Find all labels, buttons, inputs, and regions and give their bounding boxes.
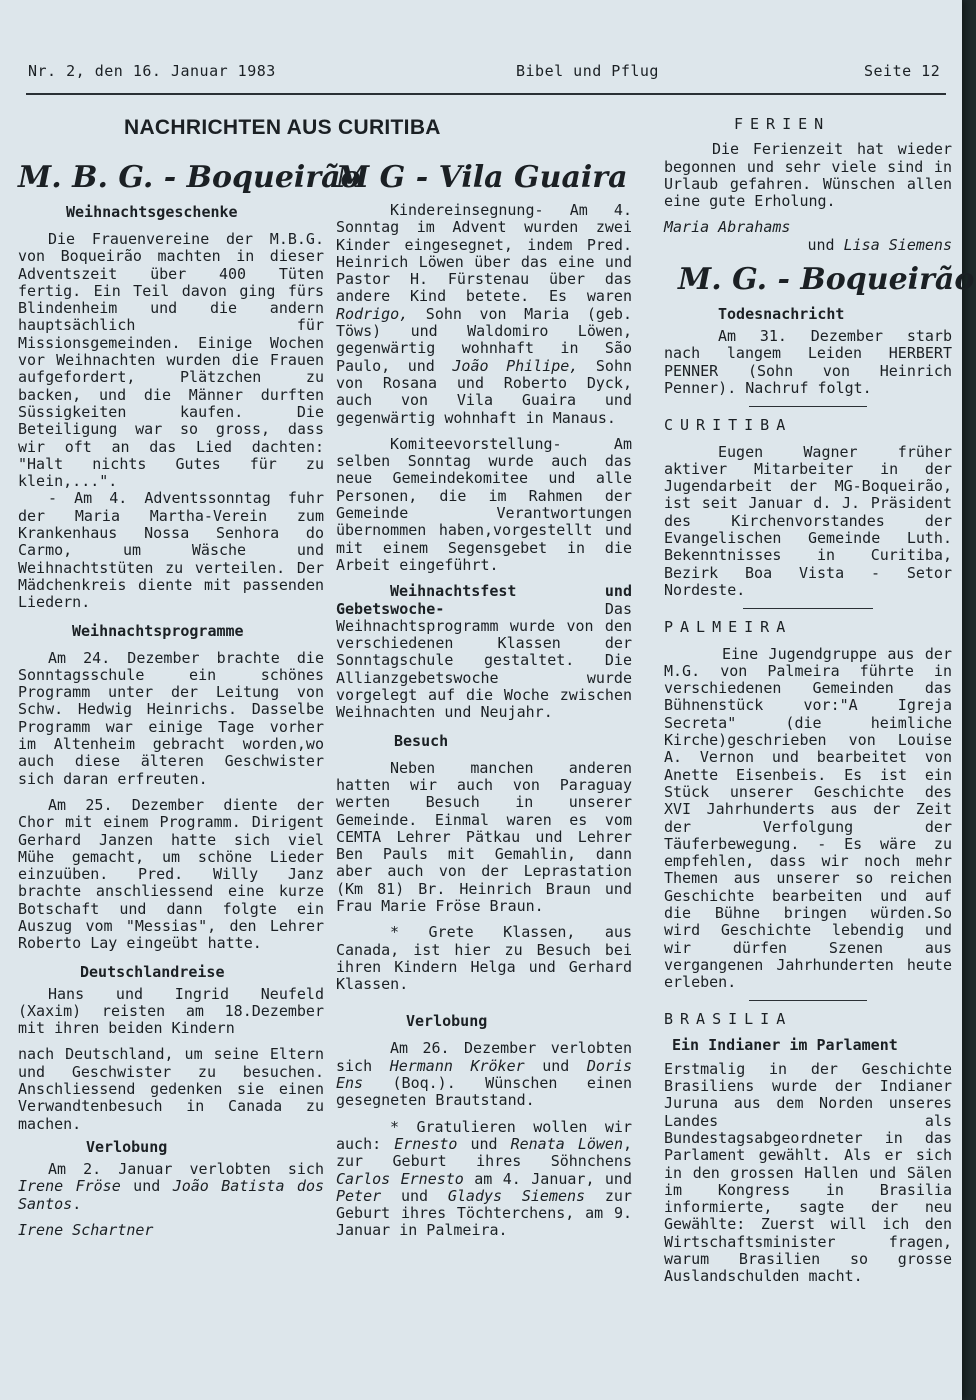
paragraph: Neben manchen anderen hatten wir auch von Paraguay werten Besuch in unserer Gemeinde. Einmal waren es vom CEMTA Lehrer Pätkau und Lehrer Ben Pauls mit Gemahlin, dann aber auch von der Leprastation (Km 81) Br. Heinrich Braun und Frau Marie Fröse Braun. — [336, 758, 632, 915]
main-title: NACHRICHTEN AUS CURITIBA — [124, 116, 441, 139]
author-signature: Maria Abrahams — [664, 218, 791, 237]
page-number: Seite 12 — [864, 62, 941, 80]
section-title: Todesnachricht — [718, 305, 845, 324]
paragraph: Weihnachtsfest und Gebetswoche- Das Weihnachtsprogramm wurde von den verschiedenen Klassen der Sonntagschule gestaltet. Die Allianzgebetswoche wurde vorgelegt auf die Woche zwischen Weihnachten und Neujahr. — [336, 582, 632, 722]
person-name: Irene Fröse — [18, 1177, 121, 1196]
paragraph: Komiteevorstellung- Am selben Sonntag wurde auch das neue Gemeindekomitee und alle Personen, die im Rahmen der Gemeinde Verantwortungen übernommen haben,vorgestellt und mit einem Segensgebet in die Arbeit eingeführt. — [336, 434, 632, 574]
section-title-palmeira: PALMEIRA — [664, 618, 793, 637]
paragraph: Am 25. Dezember diente der Chor mit einem Programm. Dirigent Gerhard Janzen hatte sich viel Mühe gemacht, um schöne Lieder einzuüben. Pred. Willy Janz brachte anschliessend eine kurze Botschaft und dann folgte ein Auszug vom "Messias", den Lehrer Roberto Lay eingeübt hatte. — [18, 795, 324, 953]
section-title: Verlobung — [406, 1012, 488, 1031]
paragraph: Die Frauenvereine der M.B.G. von Boqueirão machten in dieser Adventszeit über 400 Tüten fertig. Ein Teil davon ging fürs Blindenheim und die andern hauptsächlich für Missionsgemeinden. Einige Wochen vor Weihnachten wurden die Frauen aufgefordert, Plätzchen zu backen, und die Männer durften Süssigkeiten kaufen. Die Beteiligung war so gross, dass wir oft an das Lied dachten: "Halt nichts Gutes für zu klein,...". — [18, 230, 324, 491]
paragraph: Eugen Wagner früher aktiver Mitarbeiter in der Jugendarbeit der MG-Boqueirão, ist seit Januar d. J. Präsident des Kirchenvorstandes der Evangelischen Gemeinde Luth. Bekenntnisses in Curitiba, Bezirk Boa Vista - Setor Nordeste. — [664, 442, 952, 599]
paragraph: Kindereinsegnung- Am 4. Sonntag im Advent wurden zwei Kinder eingesegnet, indem Pred. Heinrich Löwen über das eine und Pastor H. Fürstenau über das andere Kind betete. Es waren Rodrigo, Sohn von Maria (geb. Töws) und Waldomiro Löwen, gegenwärtig wohnhaft in São Paulo, und João Philipe, Sohn von Rosana und Roberto Dyck, auch von Vila Guaira und gegenwärtig wohnhaft in Manaus. — [336, 201, 633, 427]
paragraph: Die Ferienzeit hat wieder begonnen und sehr viele sind in Urlaub gefahren. Wünschen allen eine gute Erholung. — [664, 140, 952, 211]
section-title-curitiba: CURITIBA — [664, 416, 793, 435]
header-rule — [26, 93, 946, 95]
paragraph: * Grete Klassen, aus Canada, ist hier zu Besuch bei ihren Kindern Helga und Gerhard Klassen. — [336, 923, 632, 994]
paragraph: Am 26. Dezember verlobten sich Hermann Kröker und Doris Ens (Boq.). Wünschen einen gesegneten Brautstand. — [336, 1039, 633, 1110]
section-title: Deutschlandreise — [80, 962, 225, 981]
section-title-brasilia: BRASILIA — [664, 1010, 793, 1029]
section-title: Weihnachtsprogramme — [72, 621, 244, 640]
author-signature: Irene Schartner — [18, 1220, 154, 1239]
paragraph: Erstmalig in der Geschichte Brasiliens wurde der Indianer Juruna aus dem Norden unseres Landes als Bundestagsabgeordneter in das Parlament gewählt. Als er sich in den grossen Hallen und Sälen im Kongress in Brasilia informierte, sagte der neu Gewählte: Zuerst will ich den Wirtschaftsminister fragen, warum Brasilien so grosse Auslandschulden macht. — [664, 1059, 952, 1286]
issue-date: Nr. 2, den 16. Januar 1983 — [28, 62, 276, 80]
paragraph: * Gratulieren wollen wir auch: Ernesto und Renata Löwen, zur Geburt ihres Söhnchens Carlos Ernesto am 4. Januar, und Peter und Gladys Siemens zur Geburt ihres Töchterchens, am 9. Januar in Palmeira. — [336, 1117, 633, 1240]
person-name: Hermann Kröker — [389, 1056, 525, 1075]
paragraph: Am 2. Januar verlobten sich Irene Fröse und João Batista dos Santos. — [18, 1159, 325, 1213]
column-1 — [18, 158, 361, 1239]
person-name: Doris Ens — [336, 1056, 633, 1093]
paragraph: Hans und Ingrid Neufeld (Xaxim) reisten am 18.Dezember mit ihren beiden Kindern — [18, 984, 324, 1038]
column-2-heading: M G - Vila Guaira — [336, 160, 628, 195]
section-title-ferien: FERIEN — [734, 115, 831, 133]
paragraph: Eine Jugendgruppe aus der M.G. von Palmeira führte in verschiedenen Gemeinden das Bühnenstück vor:"A Igreja Secreta" (die heimliche Kirche)geschrieben von Louise A. Vernon und bearbeitet von Anette Eisenbeis. Es ist ein Stück unserer Geschichte des XVI Jahrhunderts aus der Zeit der Verfolgung der Täuferbewegung. - Es wäre zu empfehlen, dass wir noch mehr Themen aus unserer so reichen Geschichte bearbeiten und auf die Bühne bringen würden.So wird Geschichte lebendig und wir dürfen Szenen aus vergangenen Jahrhunderten heute erleben. — [664, 644, 952, 992]
section-title: Weihnachtsgeschenke — [66, 203, 238, 221]
column-1-heading: M. B. G. - Boqueirão — [18, 160, 361, 195]
person-name: João Batista dos Santos — [18, 1177, 325, 1213]
column-3 — [664, 115, 975, 1286]
paragraph: Am 24. Dezember brachte die Sonntagsschule ein schönes Programm unter der Leitung von Schw. Hedwig Heinrichs. Dasselbe Programm war einige Tage vorher im Altenheim gebracht worden,wo auch diese älteren Geschwister sich daran erfreuten. — [18, 648, 324, 788]
section-title: Verlobung — [86, 1137, 168, 1156]
column-2 — [336, 158, 632, 1240]
publication-name: Bibel und Pflug — [516, 62, 659, 80]
section-subtitle: Ein Indianer im Parlament — [672, 1035, 898, 1054]
paragraph: nach Deutschland, um seine Eltern und Geschwister zu besuchen. Anschliessend gedenken sie einen Verwandtenbesuch in Canada zu machen. — [18, 1045, 324, 1133]
paragraph: - Am 4. Adventssonntag fuhr der Maria Martha-Verein zum Krankenhaus Nossa Senhora do Carmo, um Wäsche und Weihnachtstüten zu verteilen. Der Mädchenkreis diente mit passenden Liedern. — [18, 489, 324, 612]
person-name: Rodrigo, — [336, 304, 409, 323]
paragraph: Am 31. Dezember starb nach langem Leiden HERBERT PENNER (Sohn von Heinrich Penner). Nachruf folgt. — [664, 327, 952, 397]
section-title: Besuch — [394, 731, 449, 750]
inline-title: Weihnachtsfest und Gebetswoche- — [336, 582, 632, 618]
author-signature: und Lisa Siemens — [807, 235, 952, 254]
column-3-heading: M. G. - Boqueirão — [678, 262, 975, 298]
person-name: João Philipe, — [452, 356, 579, 375]
